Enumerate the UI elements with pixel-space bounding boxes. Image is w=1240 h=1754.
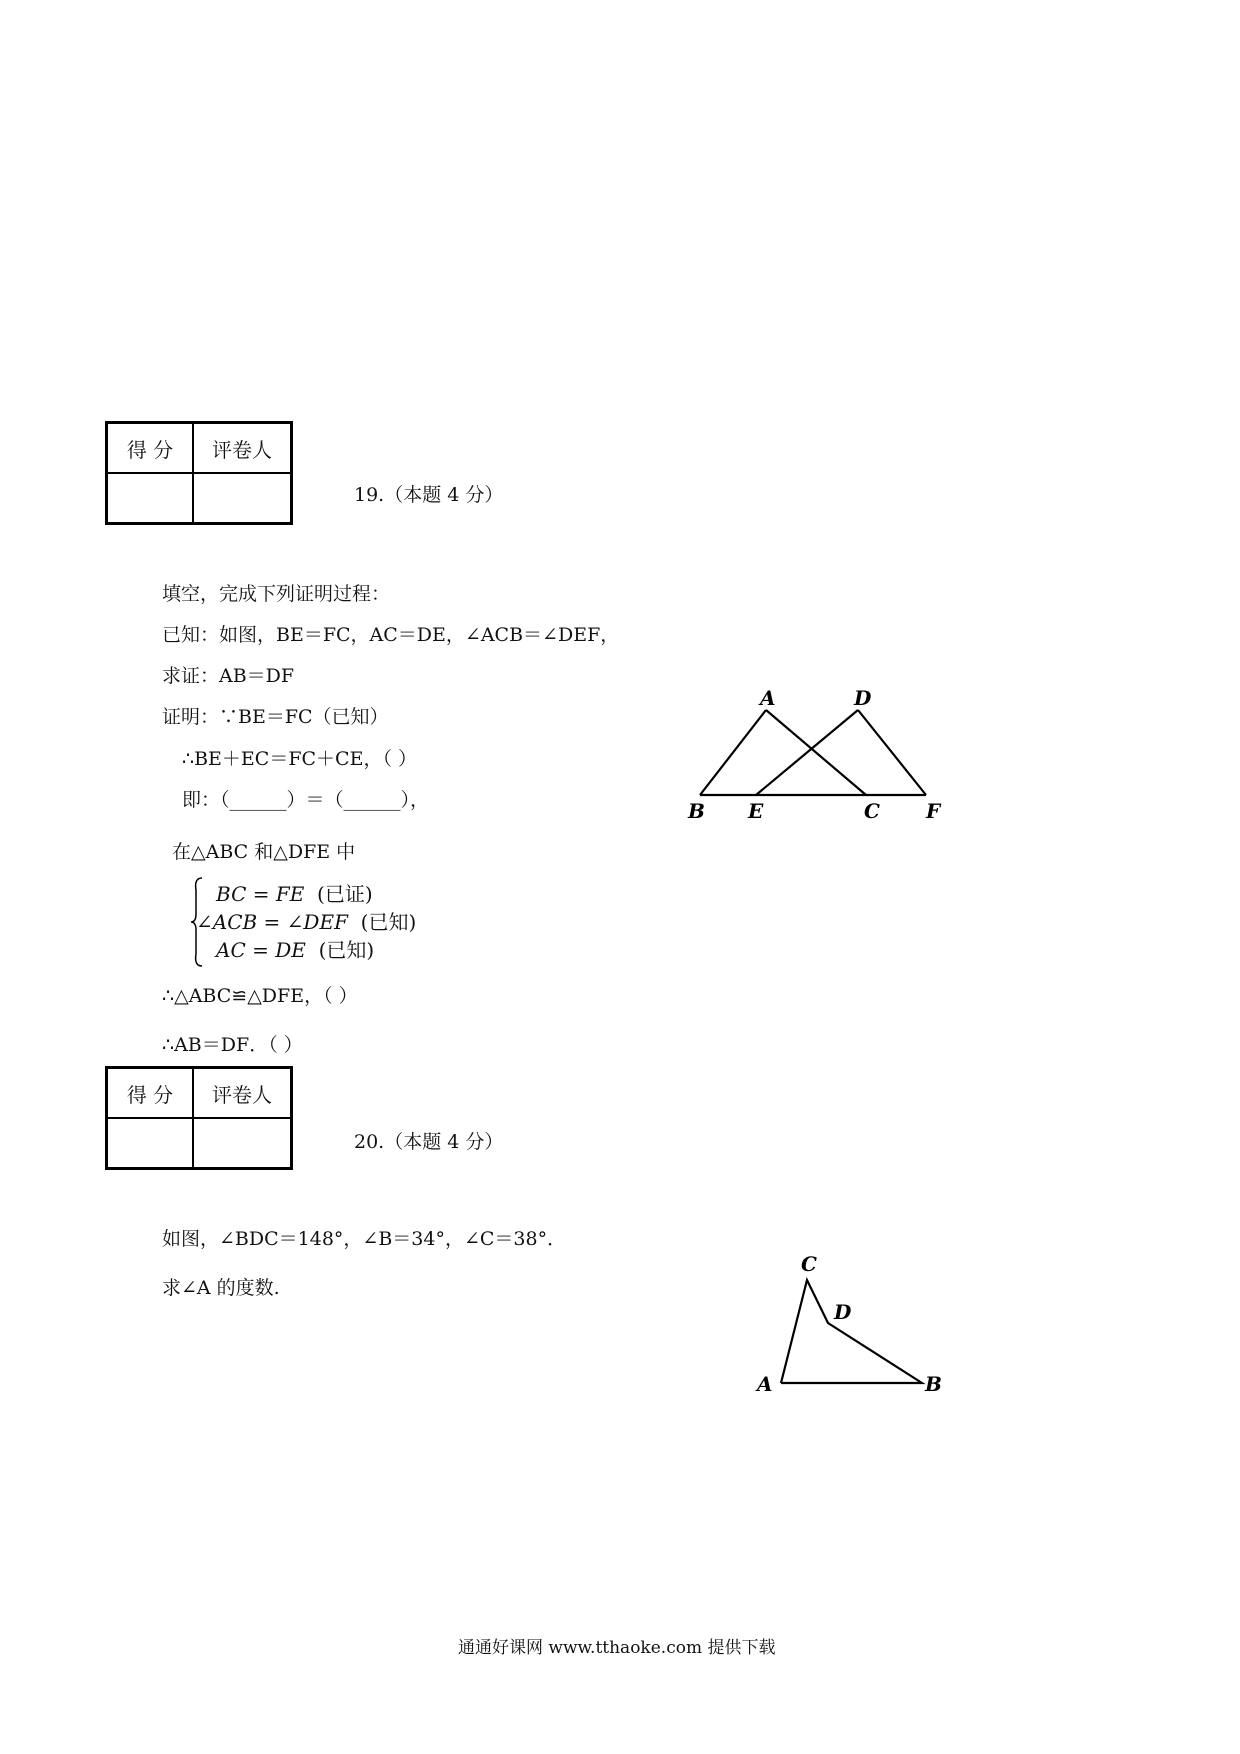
label-b: B <box>688 799 705 823</box>
system-expr-1: BC = FE <box>216 882 305 906</box>
label-a: A <box>757 1372 773 1396</box>
score-table-20 <box>105 1066 293 1170</box>
label-c: C <box>864 799 880 823</box>
figure-19-triangles <box>670 680 960 830</box>
label-f: F <box>926 799 941 823</box>
system-reason-2: (已知) <box>360 910 417 934</box>
label-d: D <box>834 1300 852 1324</box>
segment-ed <box>756 710 858 795</box>
system-reason-3: (已知) <box>318 938 375 962</box>
grader-cell <box>193 473 292 524</box>
segment-ab <box>700 710 766 795</box>
page-footer: 通通好课网 www.tthaoke.com 提供下载 <box>458 1638 776 1658</box>
system-row-2 <box>196 906 416 935</box>
q19-conclusion-1: ∴△ABC≌△DFE，（ ） <box>162 985 358 1007</box>
segment-df <box>858 710 926 795</box>
segment-ac <box>766 710 866 795</box>
score-table-19 <box>105 421 293 525</box>
score-cell <box>107 1118 194 1169</box>
q19-line-2: 已知：如图，BE＝FC，AC＝DE，∠ACB＝∠DEF， <box>162 624 620 646</box>
system-expr-2: ∠ACB = ∠DEF <box>196 910 348 934</box>
score-label: 得 分 <box>107 423 194 474</box>
label-e: E <box>748 799 764 823</box>
label-c: C <box>801 1252 817 1276</box>
quadrilateral-acdb <box>781 1280 922 1383</box>
question-19-heading: 19.（本题 4 分） <box>354 484 504 506</box>
system-row-3 <box>216 934 374 963</box>
q20-line-2: 求∠A 的度数. <box>162 1277 280 1299</box>
q19-line-7: 在△ABC 和△DFE 中 <box>172 841 356 863</box>
figure-20-quadrilateral <box>745 1245 955 1415</box>
q19-line-5: ∴BE＋EC＝FC＋CE，（ ） <box>182 748 417 770</box>
q19-line-3: 求证：AB＝DF <box>162 665 295 687</box>
score-cell <box>107 473 194 524</box>
congruence-system <box>190 876 450 968</box>
label-d: D <box>854 686 872 710</box>
system-reason-1: (已证) <box>317 882 373 906</box>
label-a: A <box>760 686 776 710</box>
q19-conclusion-2: ∴AB＝DF．（ ） <box>162 1034 303 1056</box>
q19-line-1: 填空，完成下列证明过程： <box>162 583 391 605</box>
grader-cell <box>193 1118 292 1169</box>
grader-label: 评卷人 <box>193 1068 292 1119</box>
q20-line-1: 如图，∠BDC＝148°，∠B＝34°，∠C＝38°． <box>162 1228 567 1250</box>
grader-label: 评卷人 <box>193 423 292 474</box>
score-label: 得 分 <box>107 1068 194 1119</box>
label-b: B <box>925 1372 942 1396</box>
question-20-heading: 20.（本题 4 分） <box>354 1131 504 1153</box>
q19-line-4: 证明：∵BE＝FC（已知） <box>162 706 389 728</box>
system-row-1 <box>216 878 373 907</box>
system-expr-3: AC = DE <box>216 938 306 962</box>
q19-line-6: 即：（______）＝（______）， <box>182 789 430 811</box>
